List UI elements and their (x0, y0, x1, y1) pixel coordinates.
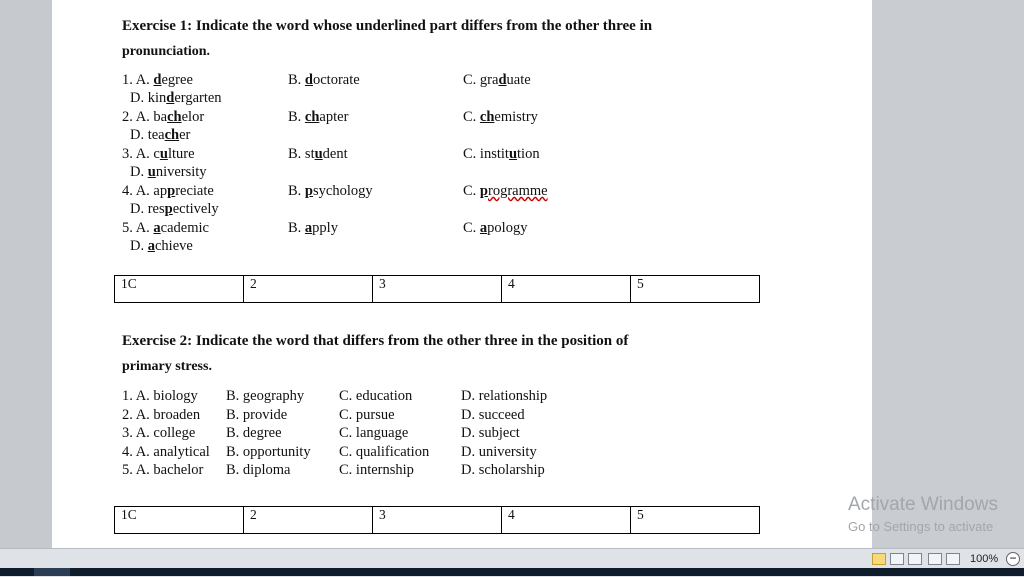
answer-cell[interactable]: 1C (115, 507, 244, 534)
option-a: 2. A. broaden (122, 406, 201, 423)
option-prefix: 4. A. ap (122, 183, 168, 199)
taskbar (0, 568, 1024, 576)
option-a: 5. A. bachelor (122, 462, 204, 478)
option-prefix: D. kin (130, 90, 167, 106)
exercise1-option-d (130, 201, 219, 218)
exercise1-option-c (463, 72, 531, 89)
option-d: D. relationship (461, 388, 548, 404)
option-suffix: er (179, 127, 191, 143)
option-suffix: elor (181, 109, 205, 125)
underlined-letters: ch (167, 109, 182, 125)
underlined-letters: a (479, 220, 488, 236)
exercise1-title-cont: pronunciation. (122, 44, 211, 59)
exercise2-title: Exercise 2: Indicate the word that differs from the other three in the position of (122, 333, 629, 349)
option-b: B. opportunity (226, 443, 311, 460)
answer-cell[interactable]: 5 (631, 507, 760, 534)
option-suffix: egree (161, 72, 193, 88)
option-prefix: D. (130, 164, 148, 180)
option-suffix: tion (517, 146, 540, 162)
answer-cell[interactable]: 2 (244, 276, 373, 303)
option-suffix: uate (506, 72, 531, 88)
option-suffix: pply (312, 220, 338, 236)
option-suffix: rogramme (488, 183, 548, 199)
exercise1-option-b (288, 72, 360, 89)
underlined-letters: a (153, 220, 161, 236)
answer-cell[interactable]: 1C (115, 276, 244, 303)
exercise2-col-c (339, 387, 429, 480)
option-b: B. degree (226, 425, 282, 441)
option-prefix: C. gra (463, 72, 499, 88)
exercise1-option-a (122, 183, 214, 200)
option-suffix: ergarten (174, 90, 222, 106)
option-d: D. scholarship (461, 462, 545, 478)
exercise1-option-c (463, 146, 540, 163)
option-suffix: cademic (160, 220, 209, 236)
option-prefix: B. (288, 72, 305, 88)
exercise1-option-c (463, 183, 548, 200)
answer-cell[interactable]: 3 (373, 507, 502, 534)
exercise1-option-b (288, 183, 373, 200)
underlined-letters: ch (479, 109, 495, 125)
option-a: 4. A. analytical (122, 443, 210, 460)
exercise1-option-b (288, 109, 348, 126)
exercise1-title: Exercise 1: Indicate the word whose underlined part differs from the other three in (122, 18, 653, 34)
exercise1-option-b (288, 220, 338, 237)
option-c: C. internship (339, 462, 414, 478)
option-a: 3. A. college (122, 425, 196, 441)
underlined-letters: p (479, 183, 488, 199)
option-prefix: 1. A. (122, 72, 154, 88)
option-b: B. provide (226, 406, 288, 423)
exercise2-col-d (461, 387, 547, 480)
option-suffix: dent (322, 146, 348, 162)
exercise2-col-b (226, 387, 311, 480)
exercise1-option-a (122, 220, 209, 237)
option-suffix: octorate (313, 72, 360, 88)
exercise1-option-a (122, 72, 193, 89)
underlined-letters: d (166, 90, 175, 106)
underlined-letters: ch (304, 109, 320, 125)
exercise1-answer-table (114, 275, 760, 303)
answer-cell[interactable]: 4 (502, 276, 631, 303)
answer-cell[interactable]: 4 (502, 507, 631, 534)
full-screen-reading-view-icon[interactable] (890, 553, 904, 565)
option-prefix: D. tea (130, 127, 165, 143)
option-prefix: C. (463, 183, 480, 199)
answer-cell[interactable]: 3 (373, 276, 502, 303)
option-suffix: emistry (494, 109, 538, 125)
option-c: C. language (339, 425, 409, 441)
option-suffix: reciate (175, 183, 214, 199)
underlined-letters: u (159, 146, 168, 162)
option-c: C. qualification (339, 443, 430, 460)
underlined-letters: d (304, 72, 313, 88)
activation-watermark-title: Activate Windows (848, 494, 998, 515)
option-prefix: 2. A. ba (122, 109, 168, 125)
option-suffix: chieve (154, 238, 193, 254)
document-margin-area (872, 0, 1024, 548)
underlined-letters: u (508, 146, 518, 162)
option-suffix: niversity (155, 164, 207, 180)
option-suffix: lture (167, 146, 195, 162)
underlined-letters: a (147, 238, 155, 254)
option-suffix: sychology (313, 183, 373, 199)
option-c: C. pursue (339, 406, 395, 423)
option-prefix: D. (130, 238, 148, 254)
option-prefix: C. (463, 109, 480, 125)
exercise1-option-d (130, 238, 193, 255)
underlined-letters: d (153, 72, 162, 88)
exercise1-option-a (122, 109, 204, 126)
exercise1-option-b (288, 146, 348, 163)
option-d: D. subject (461, 425, 520, 441)
option-b: B. geography (226, 388, 305, 404)
option-suffix: ectively (172, 201, 219, 217)
zoom-level[interactable]: 100% (970, 553, 999, 565)
print-layout-view-icon[interactable] (872, 553, 886, 565)
taskbar-item[interactable] (34, 568, 70, 576)
underlined-letters: d (498, 72, 507, 88)
option-d: D. succeed (461, 406, 525, 423)
exercise1-option-c (463, 109, 538, 126)
option-a: 1. A. biology (122, 388, 198, 404)
exercise1-option-a (122, 146, 195, 163)
option-prefix: D. res (130, 201, 165, 217)
underlined-letters: u (147, 164, 156, 180)
exercise2-answer-table (114, 506, 760, 534)
underlined-letters: p (304, 183, 313, 199)
option-prefix: B. (288, 220, 305, 236)
underlined-letters: p (164, 201, 173, 217)
activation-watermark-subtitle: Go to Settings to activate (848, 519, 994, 534)
answer-cell[interactable]: 5 (631, 276, 760, 303)
answer-cell[interactable]: 2 (244, 507, 373, 534)
option-suffix: apter (319, 109, 349, 125)
option-prefix: C. instit (463, 146, 509, 162)
option-prefix: 3. A. c (122, 146, 160, 162)
option-b: B. diploma (226, 462, 291, 478)
option-c: C. education (339, 388, 413, 404)
option-prefix: B. st (288, 146, 315, 162)
underlined-letters: p (167, 183, 176, 199)
option-prefix: 5. A. (122, 220, 154, 236)
outline-view-icon[interactable] (928, 553, 942, 565)
draft-view-icon[interactable] (946, 553, 960, 565)
exercise1-option-d (130, 90, 222, 107)
zoom-out-button[interactable]: − (1006, 552, 1020, 566)
exercise1-option-d (130, 164, 207, 181)
exercise2-title-cont: primary stress. (122, 359, 212, 374)
underlined-letters: ch (164, 127, 180, 143)
web-layout-view-icon[interactable] (908, 553, 922, 565)
exercise2-col-a (122, 387, 210, 480)
exercise1-option-c (463, 220, 527, 237)
option-prefix: B. (288, 183, 305, 199)
option-d: D. university (461, 443, 537, 460)
exercise1-option-d (130, 127, 190, 144)
option-prefix: B. (288, 109, 305, 125)
option-suffix: pology (487, 220, 528, 236)
underlined-letters: u (314, 146, 323, 162)
underlined-letters: a (304, 220, 313, 236)
option-prefix: C. (463, 220, 480, 236)
